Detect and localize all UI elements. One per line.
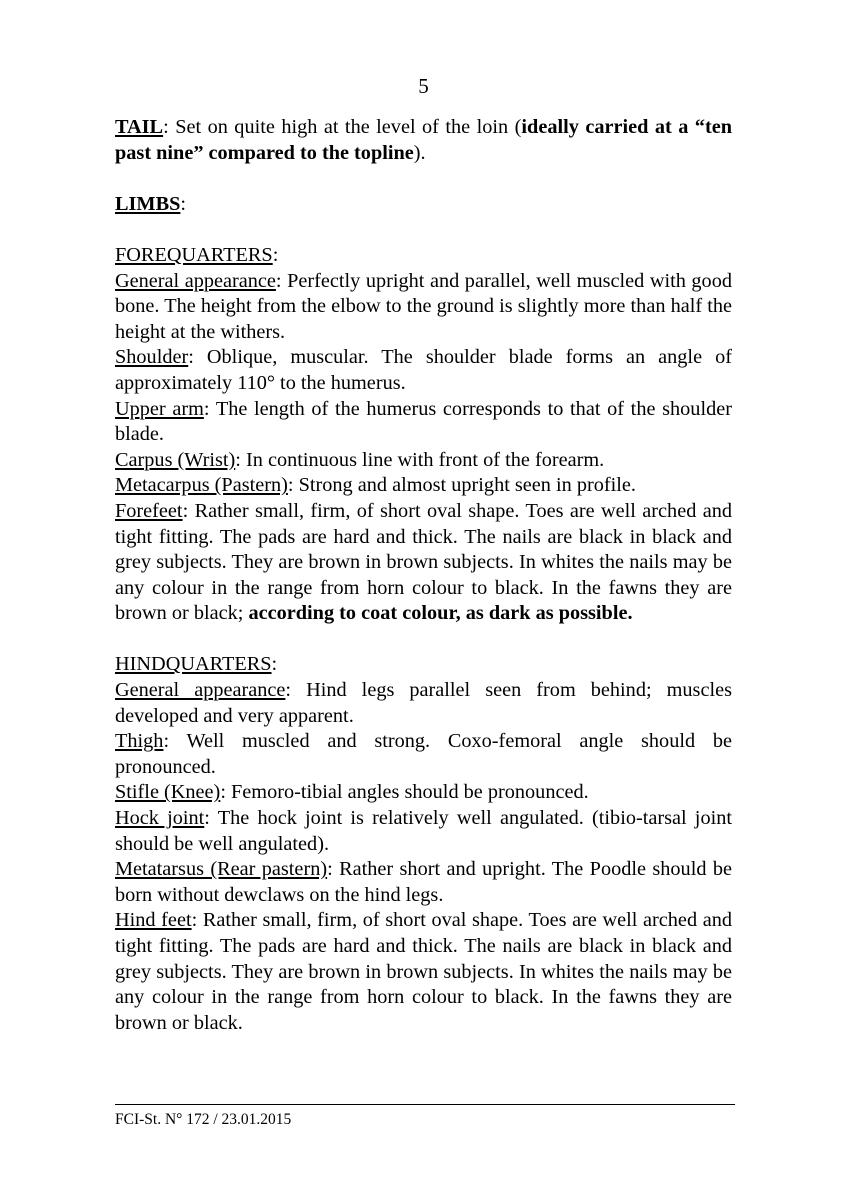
document-body bbox=[115, 115, 732, 1036]
item-text: : Strong and almost upright seen in profile. bbox=[287, 474, 636, 497]
fore-general-appearance bbox=[115, 269, 732, 346]
limbs-heading bbox=[115, 192, 732, 218]
fore-carpus bbox=[115, 448, 732, 474]
forequarters-heading bbox=[115, 243, 732, 269]
tail-label: TAIL bbox=[115, 116, 164, 138]
item-label: General appearance bbox=[115, 269, 276, 292]
hind-feet bbox=[115, 908, 732, 1036]
item-label: Carpus (Wrist) bbox=[115, 448, 236, 471]
forequarters-label: FOREQUARTERS bbox=[115, 243, 273, 266]
limbs-colon: : bbox=[180, 192, 187, 215]
tail-bold-text: ideally carried at a “ten past nine” compared to the topline bbox=[115, 116, 732, 164]
footer-reference: FCI-St. N° 172 / 23.01.2015 bbox=[115, 1111, 292, 1128]
item-label: Hock joint bbox=[115, 807, 205, 830]
item-text: : The length of the humerus corresponds to that of the shoulder blade. bbox=[115, 397, 732, 446]
item-label: Upper arm bbox=[115, 397, 204, 420]
hindquarters-colon: : bbox=[271, 653, 278, 676]
fore-metacarpus bbox=[115, 473, 732, 499]
page-number: 5 bbox=[418, 74, 429, 98]
fore-upper-arm bbox=[115, 397, 732, 448]
forequarters-colon: : bbox=[272, 243, 279, 266]
footer-divider bbox=[115, 1104, 735, 1105]
item-text: : The hock joint is relatively well angulated. (tibio-tarsal joint should be well angulated). bbox=[115, 807, 732, 855]
item-text: : Hind legs parallel seen from behind; muscles developed and very apparent. bbox=[115, 679, 732, 727]
hind-hock-joint bbox=[115, 806, 732, 857]
item-label: General appearance bbox=[115, 679, 286, 702]
item-bold-text: according to coat colour, as dark as possible. bbox=[248, 602, 633, 625]
item-label: Hind feet bbox=[115, 909, 192, 932]
item-label: Thigh bbox=[115, 730, 164, 753]
tail-text: : Set on quite high at the level of the loin ( bbox=[163, 116, 522, 138]
item-label: Forefeet bbox=[115, 499, 183, 522]
tail-end: ). bbox=[413, 141, 426, 164]
fore-forefeet bbox=[115, 499, 732, 627]
hind-general-appearance bbox=[115, 678, 732, 729]
item-text: : In continuous line with front of the forearm. bbox=[235, 448, 605, 471]
hind-metatarsus bbox=[115, 857, 732, 908]
item-label: Stifle (Knee) bbox=[115, 781, 221, 804]
item-label: Metacarpus (Pastern) bbox=[115, 474, 288, 497]
item-text: : Perfectly upright and parallel, well muscled with good bone. The height from the elbow to the ground is slightly more than half the height at the withers. bbox=[115, 269, 732, 343]
item-text: : Rather short and upright. The Poodle should be born without dewclaws on the hind legs. bbox=[115, 858, 732, 906]
item-text: : Femoro-tibial angles should be pronounced. bbox=[220, 781, 589, 804]
item-text: : Oblique, muscular. The shoulder blade forms an angle of approximately 110° to the humerus. bbox=[115, 346, 732, 394]
item-label: Shoulder bbox=[115, 346, 189, 369]
item-text: : Well muscled and strong. Coxo-femoral angle should be pronounced. bbox=[115, 730, 732, 778]
item-label: Metatarsus (Rear pastern) bbox=[115, 858, 328, 881]
fore-shoulder bbox=[115, 345, 732, 396]
limbs-label: LIMBS bbox=[115, 192, 181, 215]
item-text: : Rather small, firm, of short oval shape. Toes are well arched and tight fitting. The pads are hard and thick. The nails are black in black and grey subjects. They are brown in brown subjects. In whites the nails may be any colour in the range from horn colour to black. In the fawns they are brown or black. bbox=[115, 909, 732, 1034]
hind-thigh bbox=[115, 729, 732, 780]
item-text: : Rather small, firm, of short oval shape. Toes are well arched and tight fitting. The pads are hard and thick. The nails are black in black and grey subjects. They are brown in brown subjects. In whites the nails may be any colour in the range from horn colour to black. In the fawns they are brown or black; bbox=[115, 499, 732, 625]
tail-paragraph bbox=[115, 115, 732, 166]
hindquarters-heading bbox=[115, 652, 732, 678]
hind-stifle bbox=[115, 780, 732, 806]
hindquarters-label: HINDQUARTERS bbox=[115, 653, 272, 676]
